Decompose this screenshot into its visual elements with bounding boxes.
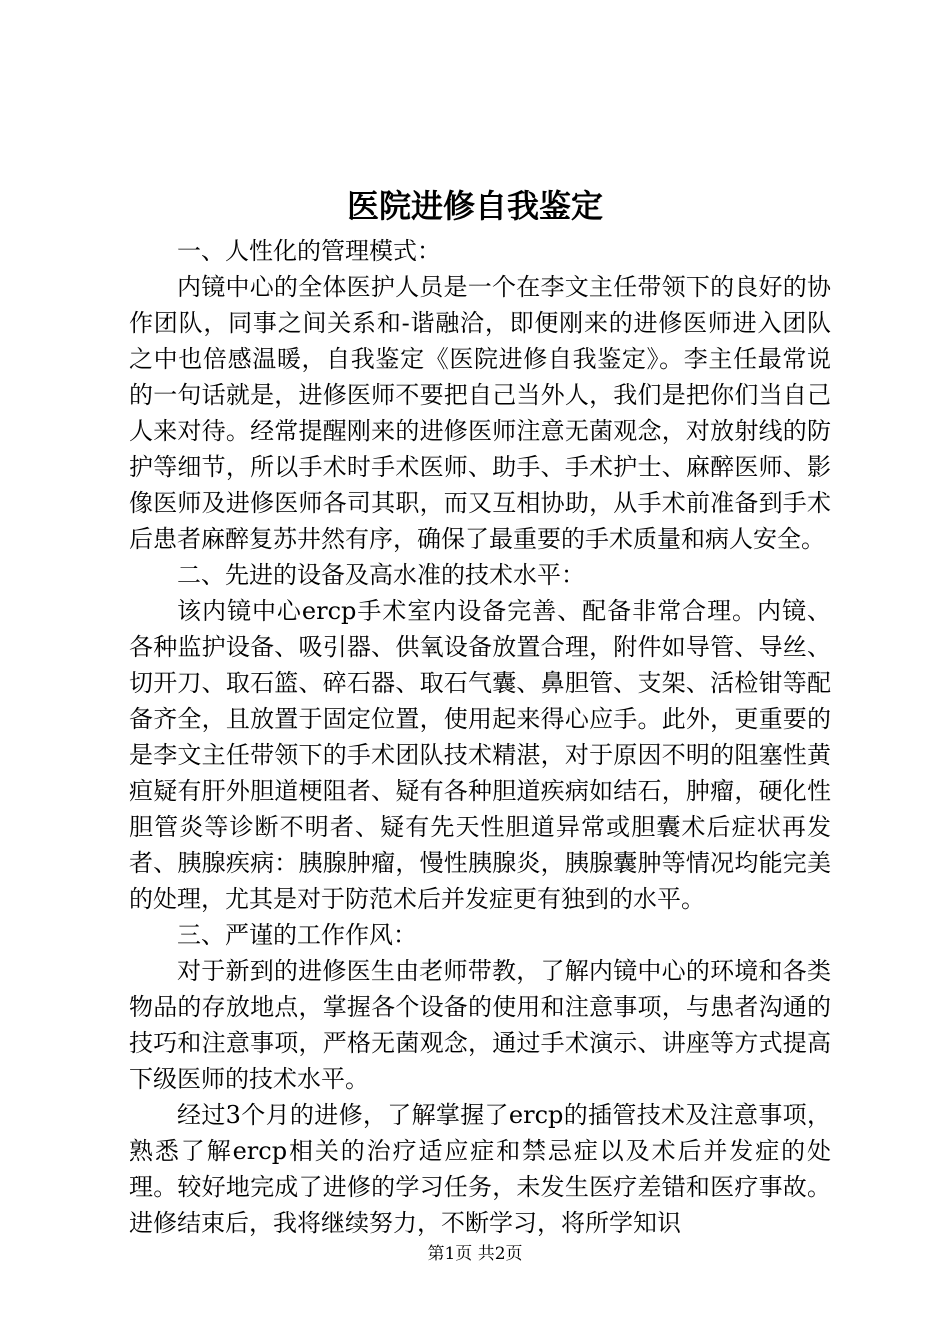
body-paragraph: 该内镜中心ercp手术室内设备完善、配备非常合理。内镜、各种监护设备、吸引器、供氧设备放置合理，附件如导管、导丝、切开刀、取石篮、碎石器、取石气囊、鼻胆管、支架、活检钳等配备齐全，且放置于固定位置，使用起来得心应手。此外，更重要的是李文主任带领下的手术团队技术精湛，对于原因不明的阻塞性黄疸疑有肝外胆道梗阻者、疑有各种胆道疾病如结石，肿瘤，硬化性胆管炎等诊断不明者、疑有先天性胆道异常或胆囊术后症状再发者、胰腺疾病：胰腺肿瘤，慢性胰腺炎，胰腺囊肿等情况均能完美的处理，尤其是对于防范术后并发症更有独到的水平。 <box>129 597 831 913</box>
page-number-footer: 第1页 共2页 <box>427 1244 523 1264</box>
document-body <box>129 233 831 1241</box>
section-heading-2: 二、先进的设备及高水准的技术水平： <box>177 561 585 589</box>
body-paragraph: 对于新到的进修医生由老师带教，了解内镜中心的环境和各类物品的存放地点，掌握各个设备的使用和注意事项，与患者沟通的技巧和注意事项，严格无菌观念，通过手术演示、讲座等方式提高下级医师的技术水平。 <box>129 957 831 1093</box>
section-heading-3: 三、严谨的工作作风： <box>177 921 417 949</box>
document-title: 医院进修自我鉴定 <box>346 187 603 225</box>
body-paragraph: 经过3个月的进修，了解掌握了ercp的插管技术及注意事项，熟悉了解ercp相关的治疗适应症和禁忌症以及术后并发症的处理。较好地完成了进修的学习任务，未发生医疗差错和医疗事故。进修结束后，我将继续努力，不断学习，将所学知识 <box>129 1101 831 1237</box>
section-heading-1: 一、人性化的管理模式： <box>177 237 441 265</box>
body-paragraph: 内镜中心的全体医护人员是一个在李文主任带领下的良好的协作团队，同事之间关系和-谐融洽，即便刚来的进修医师进入团队之中也倍感温暖，自我鉴定《医院进修自我鉴定》。李主任最常说的一句话就是，进修医师不要把自己当外人，我们是把你们当自己人来对待。经常提醒刚来的进修医师注意无菌观念，对放射线的防护等细节，所以手术时手术医师、助手、手术护士、麻醉医师、影像医师及进修医师各司其职，而又互相协助，从手术前准备到手术后患者麻醉复苏井然有序，确保了最重要的手术质量和病人安全。 <box>129 273 831 553</box>
